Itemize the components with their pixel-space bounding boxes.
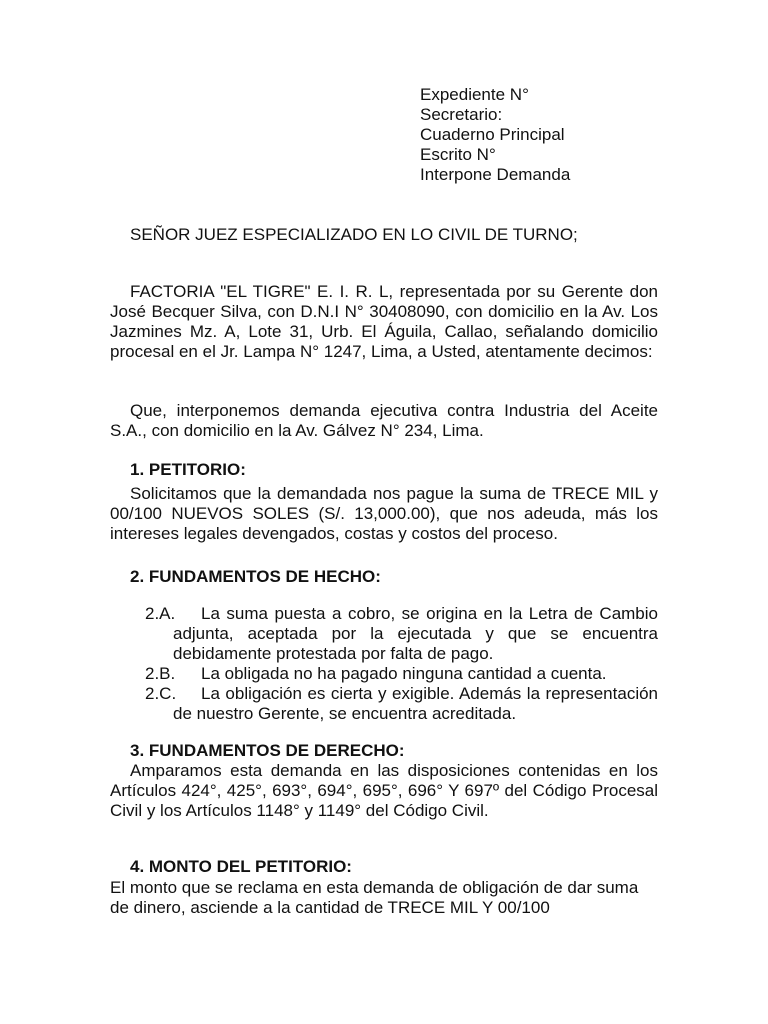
hecho-item-number: 2.C.: [145, 684, 177, 703]
monto-heading: 4. MONTO DEL PETITORIO:: [130, 857, 352, 876]
petitorio-heading: 1. PETITORIO:: [130, 460, 246, 479]
derecho-paragraph: Amparamos esta demanda en las disposiciones contenidas en los Artículos 424°, 425°, 693°, 694°, 695°, 696° Y 697º del Código Procesal Civil y los Artículos 1148° y 1149° del Código Civil.: [110, 761, 658, 820]
cuaderno-line: Cuaderno Principal: [420, 125, 565, 144]
hecho-item-number: 2.A.: [145, 604, 176, 623]
secretario-line: Secretario:: [420, 105, 503, 124]
hecho-item-number: 2.B.: [145, 664, 176, 683]
case-header: [420, 85, 720, 185]
petitorio-paragraph: Solicitamos que la demandada nos pague la suma de TRECE MIL y 00/100 NUEVOS SOLES (S/. 13,000.00), que nos adeuda, más los intereses legales devengados, costas y costos del proceso.: [110, 484, 658, 543]
hecho-item-text: La obligada no ha pagado ninguna cantidad a cuenta.: [201, 664, 607, 683]
demand-paragraph: Que, interponemos demanda ejecutiva contra Industria del Aceite S.A., con domicilio en la Av. Gálvez N° 234, Lima.: [110, 401, 658, 440]
intro-paragraph: FACTORIA "EL TIGRE" E. I. R. L, representada por su Gerente don José Becquer Silva, con D.N.I N° 30408090, con domicilio en la Av. Los Jazmines Mz. A, Lote 31, Urb. El Águila, Callao, señalando domicilio procesal en el Jr. Lampa N° 1247, Lima, a Usted, atentamente decimos:: [110, 282, 658, 361]
escrito-line: Escrito N°: [420, 145, 496, 164]
derecho-heading: 3. FUNDAMENTOS DE DERECHO:: [130, 741, 405, 760]
monto-paragraph: El monto que se reclama en esta demanda de obligación de dar suma de dinero, asciende a la cantidad de TRECE MIL Y 00/100: [110, 878, 639, 917]
expediente-line: Expediente N°: [420, 85, 529, 104]
hecho-item: [145, 684, 658, 724]
hecho-item: [145, 664, 658, 684]
hecho-item: [145, 604, 658, 664]
hecho-heading: 2. FUNDAMENTOS DE HECHO:: [130, 567, 381, 586]
sumilla-line: Interpone Demanda: [420, 165, 571, 184]
hecho-item-text: La obligación es cierta y exigible. Además la representación de nuestro Gerente, se encuentra acreditada.: [173, 684, 658, 723]
addressee: SEÑOR JUEZ ESPECIALIZADO EN LO CIVIL DE TURNO;: [130, 225, 578, 244]
hecho-item-text: La suma puesta a cobro, se origina en la Letra de Cambio adjunta, aceptada por la ejecutada y que se encuentra debidamente protestada por falta de pago.: [173, 604, 658, 663]
